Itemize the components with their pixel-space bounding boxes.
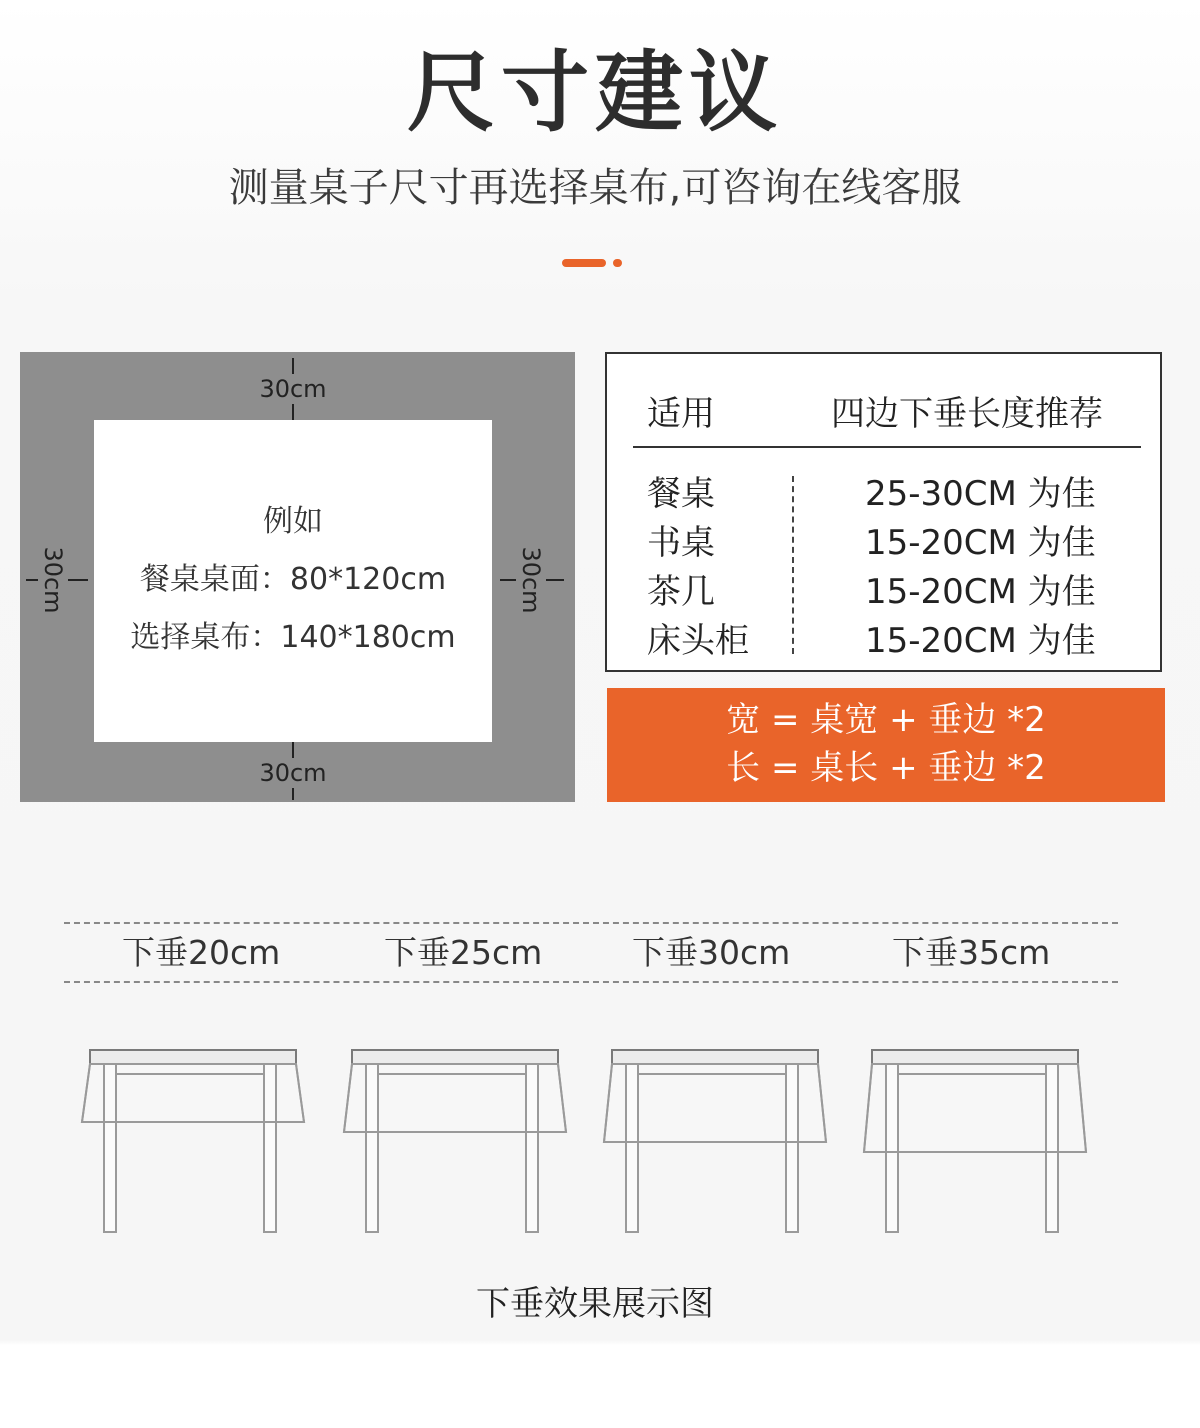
drop-label: 下垂35cm — [892, 933, 1051, 972]
table-illustration — [864, 1050, 1086, 1232]
table-illustration — [82, 1050, 304, 1232]
size-diagram — [20, 352, 575, 802]
example-heading: 例如 — [263, 504, 323, 539]
drop-labels-bottom-divider — [64, 981, 1118, 983]
table-header-drop: 四边下垂长度推荐 — [831, 394, 1103, 434]
table-surface-box — [94, 420, 492, 742]
table-header-divider — [633, 446, 1141, 448]
drop-label: 下垂20cm — [122, 933, 281, 972]
accent-divider — [562, 259, 606, 267]
table-row-use: 床头柜 — [647, 621, 749, 661]
table-row-use: 茶几 — [647, 572, 715, 612]
drop-labels-top-divider — [64, 922, 1118, 924]
cloth-choice-size: 选择桌布：140*180cm — [130, 620, 456, 655]
table-row-drop: 25-30CM 为佳 — [865, 474, 1096, 514]
accent-divider-dot — [613, 259, 622, 267]
drop-label: 下垂30cm — [632, 933, 791, 972]
size-formula-box — [607, 688, 1165, 802]
page-subtitle: 测量桌子尺寸再选择桌布,可咨询在线客服 — [228, 165, 962, 211]
length-formula: 长 = 桌长 + 垂边 *2 — [726, 748, 1046, 788]
drop-illustrations — [0, 1040, 1200, 1240]
table-illustration — [604, 1050, 826, 1232]
width-formula: 宽 = 桌宽 + 垂边 *2 — [726, 700, 1046, 740]
table-row-use: 餐桌 — [647, 474, 715, 514]
drop-label: 下垂25cm — [384, 933, 543, 972]
table-row-drop: 15-20CM 为佳 — [865, 572, 1096, 612]
table-surface-size: 餐桌桌面：80*120cm — [139, 562, 447, 597]
illustration-caption: 下垂效果展示图 — [476, 1284, 714, 1324]
drop-length-table — [605, 352, 1162, 672]
table-column-divider — [792, 476, 794, 654]
table-row-drop: 15-20CM 为佳 — [865, 621, 1096, 661]
bottom-margin-label: 30cm — [256, 758, 330, 788]
page-title: 尺寸建议 — [406, 41, 783, 144]
right-margin-label: 30cm — [516, 543, 546, 617]
table-row-drop: 15-20CM 为佳 — [865, 523, 1096, 563]
top-margin-label: 30cm — [256, 374, 330, 404]
table-header-use: 适用 — [647, 394, 715, 434]
table-illustration — [344, 1050, 566, 1232]
left-margin-label: 30cm — [38, 543, 68, 617]
table-row-use: 书桌 — [647, 523, 715, 563]
